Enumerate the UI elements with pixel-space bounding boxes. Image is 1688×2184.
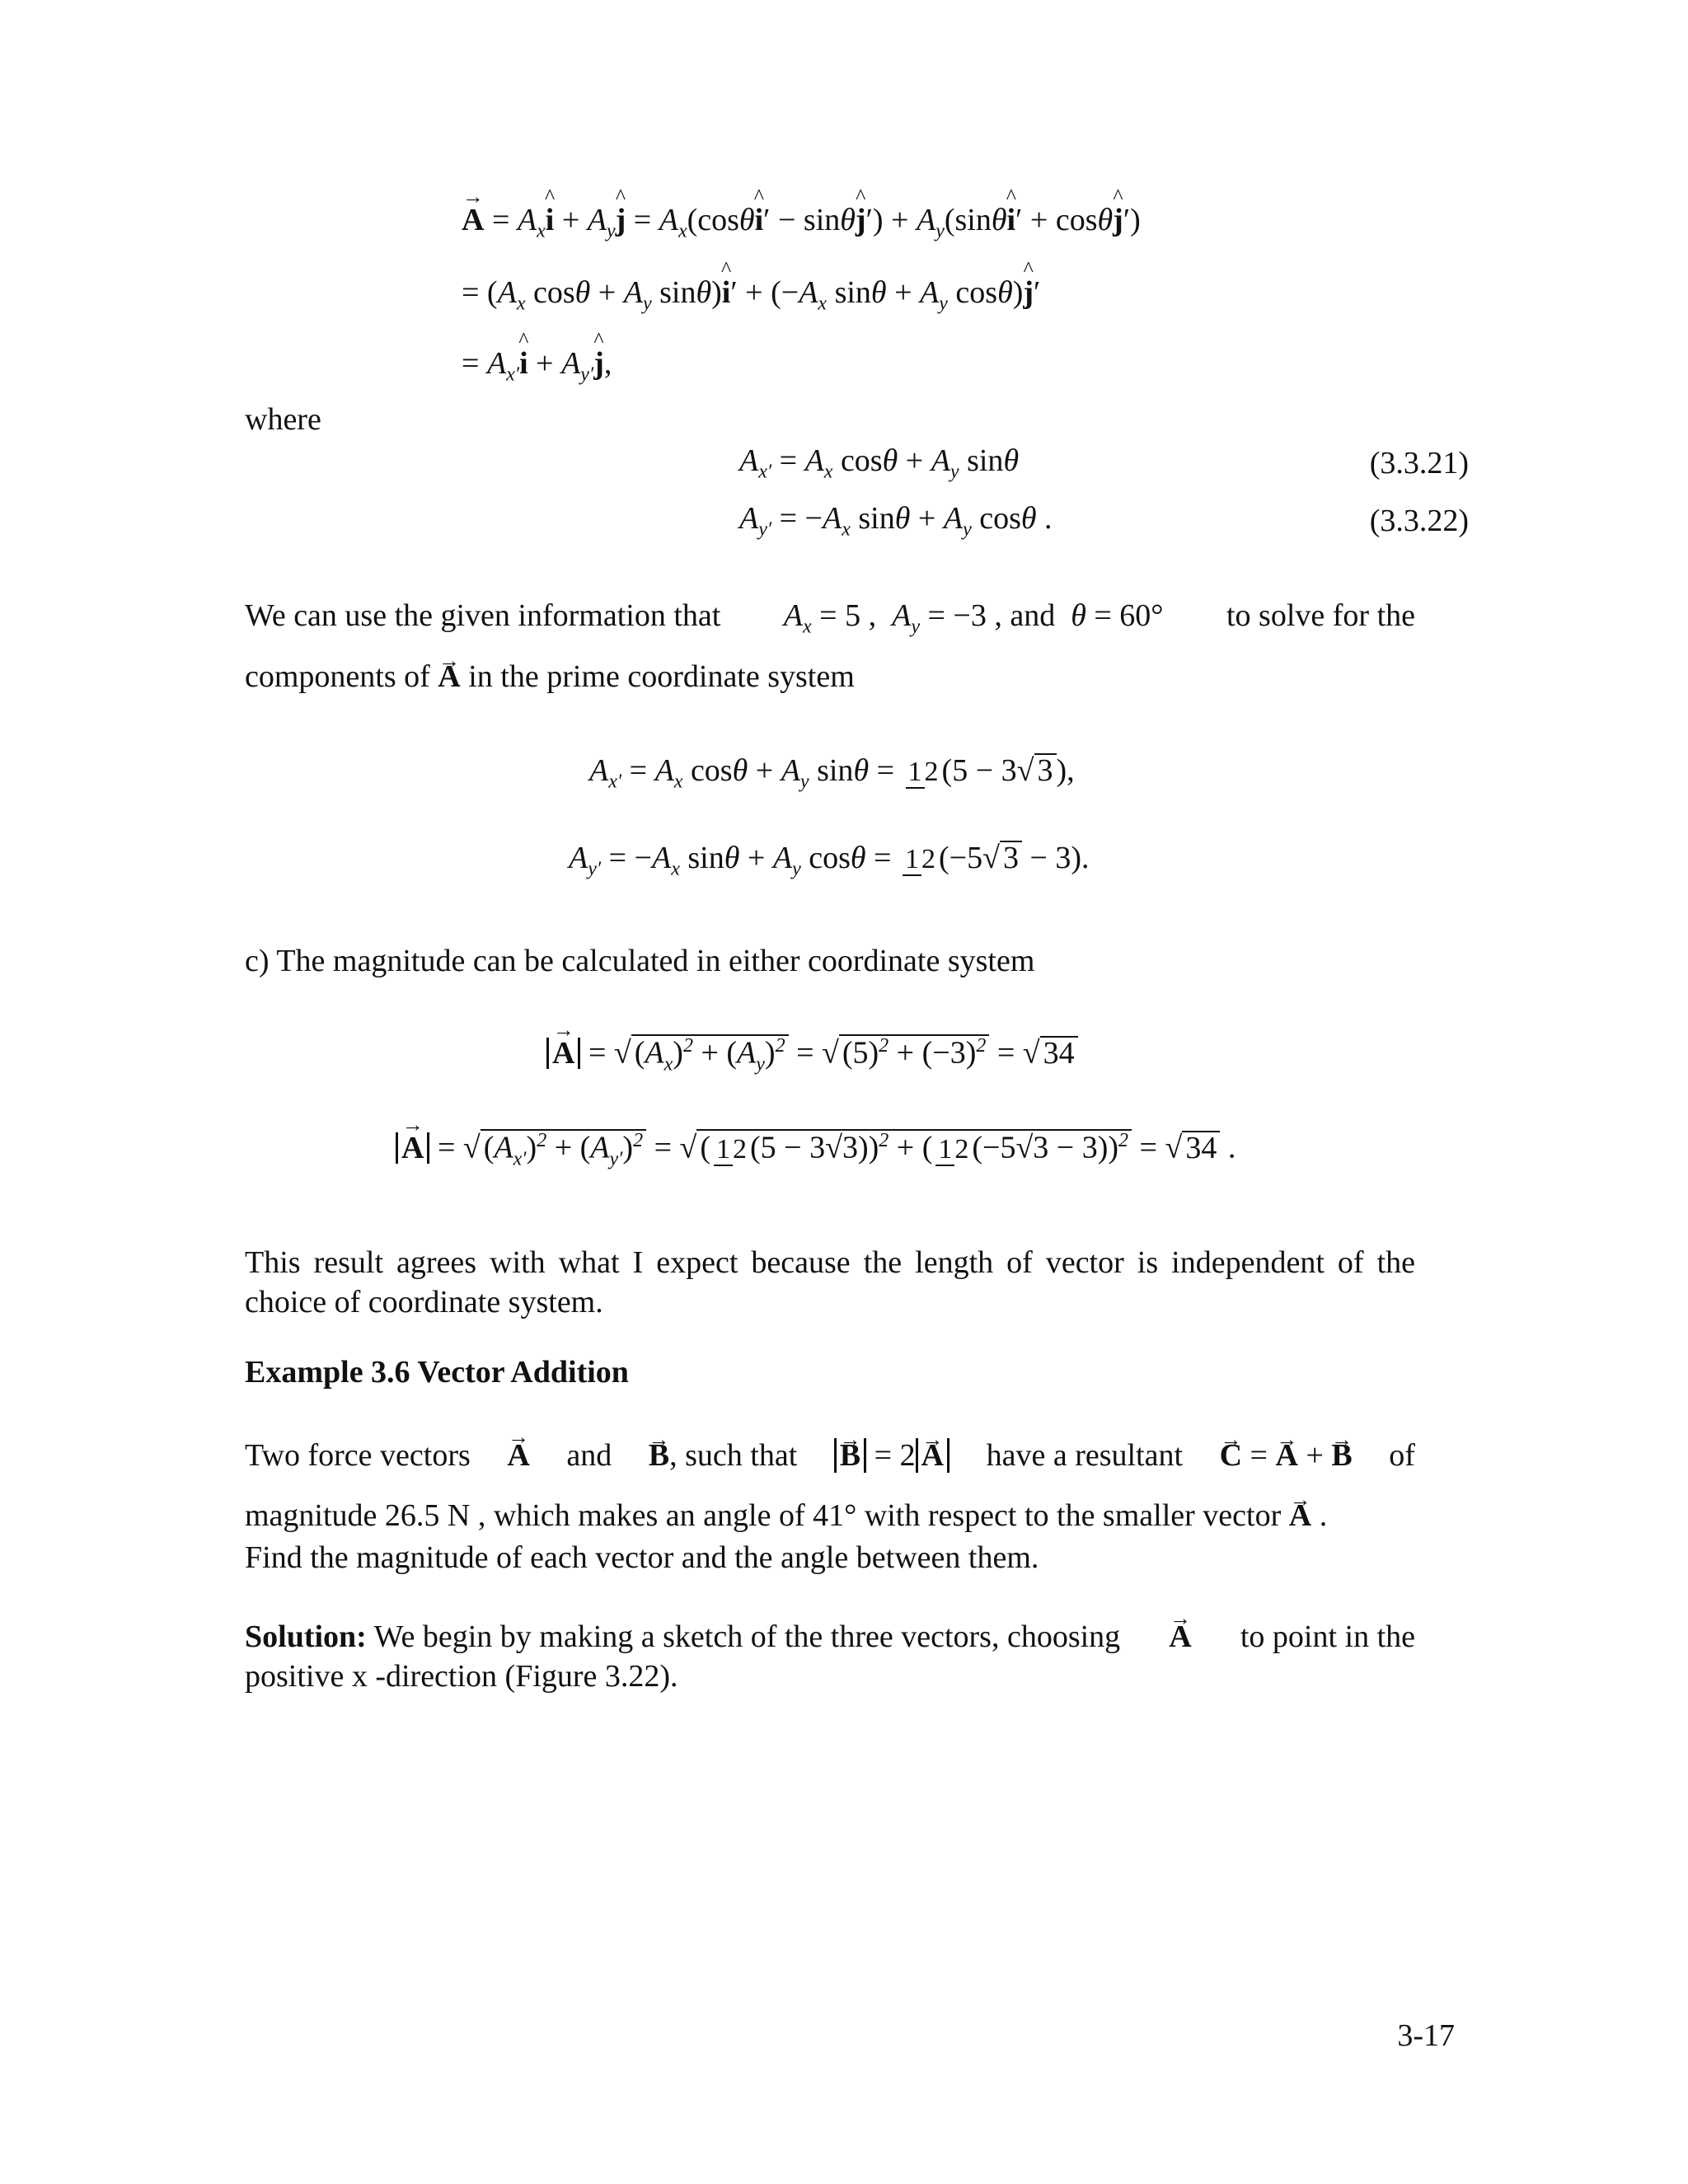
result-paragraph: This result agrees with what I expect because the length of vector is independent of the choice of coordinate system. [245,1245,1415,1319]
magnitude-equation-1: → A = √ $(A_x)^2 + (A_y)^2$ = √ $(5)^2 + (-3)^2$ = √ 34 [546,1034,1078,1074]
given-values: $A_x = 5$ , $A_y = -3$ , and θ = 60° [783,598,1164,638]
example-line-2: magnitude 26.5 N , which makes an angle of 41° with respect to the smaller vector → A . [245,1496,1327,1535]
magnitude-relation: → B = 2→ A [834,1436,950,1475]
where-label: where [245,402,321,437]
example-text: and [566,1438,612,1473]
example-text: , such that [669,1438,798,1473]
equation-ay-prime: $A_{y'} = -A_x$ $\sin\theta + A_y$ cosθ = 12 (−5√ 3 − 3). [569,841,1090,880]
example-line-3: Find the magnitude of each vector and the angle between them. [245,1540,1039,1575]
components-text-end: in the prime coordinate system [468,659,855,694]
solution-text [245,1617,1120,1657]
solution-line-2: positive x -direction (Figure 3.22). [245,1659,678,1694]
example-text: of [1389,1438,1415,1473]
vector-b-phrase: → B, such that [649,1436,798,1475]
equation-ax-prime: $A_{x'} = A_x$ $\cos\theta + A_y$ sinθ = 12 (5 − 3√ 3 ), [589,753,1075,793]
equation-3-3-22: $A_{y'} = -A_x$ $\sin\theta + A_y$ cosθ . [739,501,1053,541]
equation-3-3-21: $A_{x'} = A_x$ $\cos\theta + A_y$ sinθ [739,443,1020,483]
components-text: components of [245,659,430,694]
equation-line-2: = ($A_x$ $\cos\theta + A_y$ sinθ)^ $i' + (-A_x$ $\sin\theta + A_y$ cosθ)^ j′ [462,277,1040,314]
example-heading: Example 3.6 Vector Addition [245,1355,629,1390]
example-text: have a resultant [986,1438,1184,1473]
resultant-expression: → C = → A + → B [1220,1436,1353,1475]
example-text: Two force vectors [245,1438,471,1473]
example-line-1 [245,1436,1415,1475]
part-c-text: c) The magnitude can be calculated in either coordinate system [245,944,1035,978]
vector-a: → A [1289,1498,1311,1533]
solution-line-1 [245,1617,1415,1657]
solution-label: Solution: [245,1619,367,1654]
example-text: magnitude 26.5 N , which makes an angle of 41° with respect to the smaller vector [245,1498,1282,1533]
vector-a: → A [507,1436,529,1475]
magnitude-equation-2: → A = √ $(A_{x'})^2 + (A_{y'})^2$ = √ ( 12 (5 − 3√3))$^2$ + ( 12 (−5√3 − 3))$^2$ = √ 34 . [396,1129,1236,1169]
equation-number: (3.3.22) [1369,504,1469,538]
equation-number: (3.3.21) [1369,446,1469,480]
components-line [245,657,855,696]
equation-line-3: = $A_{x'}\^{}$ $i + A_{y'}\^{}$ j, [462,348,612,385]
given-info-end: to solve for the [1226,598,1415,633]
given-info-text: We can use the given information that [245,598,721,633]
page-number: 3-17 [1397,2018,1455,2053]
solution-text-b: to point in the [1240,1619,1415,1654]
vector-a: → A [1169,1617,1191,1657]
vector-a: → A [438,659,460,694]
solution-text-a: We begin by making a sketch of the three vectors, choosing [373,1619,1121,1654]
equation-line-1: → $A = A_x\^{}$ $i + A_y\^{}$ $j = A_x(\cos\theta\^{}$ i′ − sinθ^ $j') + A_y(\sin\theta\^{}$ i′ + cosθ^ j′) [462,204,1141,241]
given-info-line [245,596,1415,647]
